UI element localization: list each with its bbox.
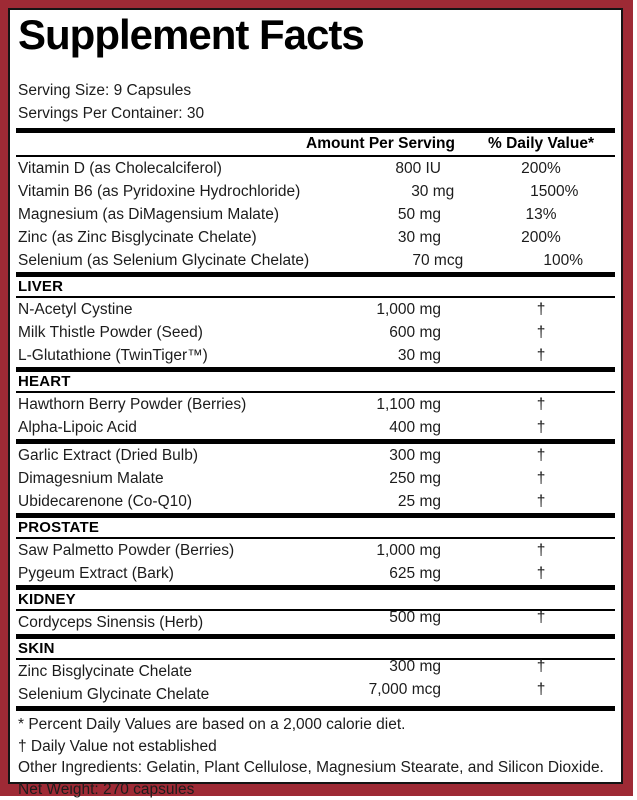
ingredient-daily-value: † xyxy=(467,396,615,414)
ingredient-name: Pygeum Extract (Bark) xyxy=(16,565,287,583)
ingredient-amount: 625 mg xyxy=(287,565,467,583)
ingredient-name: Dimagesnium Malate xyxy=(16,470,287,488)
column-header-daily-value: % Daily Value* xyxy=(467,135,615,153)
supplement-facts-panel xyxy=(8,8,623,784)
footnote-daily-values: * Percent Daily Values are based on a 2,000 calorie diet. xyxy=(18,714,615,736)
ingredient-daily-value: † xyxy=(467,419,615,437)
ingredient-name: Ubidecarenone (Co-Q10) xyxy=(16,493,287,511)
ingredient-row xyxy=(16,393,615,416)
ingredient-name: Hawthorn Berry Powder (Berries) xyxy=(16,396,287,414)
section-liver xyxy=(16,272,615,367)
ingredient-daily-value: † xyxy=(467,681,615,699)
label-title: Supplement Facts xyxy=(18,12,615,58)
ingredient-amount: 25 mg xyxy=(287,493,467,511)
column-header-amount: Amount Per Serving xyxy=(287,135,467,153)
ingredient-amount: 400 mg xyxy=(287,419,467,437)
ingredient-row xyxy=(16,416,615,439)
ingredient-amount: 1,000 mg xyxy=(287,301,467,319)
ingredient-daily-value: 13% xyxy=(467,206,615,224)
ingredient-daily-value: † xyxy=(467,542,615,560)
ingredient-daily-value: † xyxy=(467,609,615,627)
ingredient-row xyxy=(16,444,615,467)
ingredient-name: Zinc (as Zinc Bisglycinate Chelate) xyxy=(16,229,287,247)
ingredient-name: Milk Thistle Powder (Seed) xyxy=(16,324,287,342)
ingredient-row xyxy=(16,683,615,706)
ingredient-row xyxy=(16,180,615,203)
ingredient-amount: 250 mg xyxy=(287,470,467,488)
ingredient-row xyxy=(16,611,615,634)
section-header: KIDNEY xyxy=(16,590,615,611)
ingredient-amount: 1,000 mg xyxy=(287,542,467,560)
ingredient-row xyxy=(16,539,615,562)
ingredient-row xyxy=(16,562,615,585)
ingredient-name: Cordyceps Sinensis (Herb) xyxy=(16,614,287,632)
ingredient-daily-value: 200% xyxy=(467,160,615,178)
ingredient-daily-value: † xyxy=(467,470,615,488)
section-skin xyxy=(16,634,615,706)
ingredient-daily-value: † xyxy=(467,347,615,365)
ingredient-daily-value: † xyxy=(467,301,615,319)
ingredient-row xyxy=(16,321,615,344)
ingredient-daily-value: 200% xyxy=(467,229,615,247)
section-header: LIVER xyxy=(16,277,615,298)
ingredient-amount: 7,000 mcg xyxy=(287,681,467,699)
ingredient-amount: 800 IU xyxy=(287,160,467,178)
ingredient-row xyxy=(16,226,615,249)
ingredient-name: Selenium (as Selenium Glycinate Chelate) xyxy=(16,252,309,270)
section-heart xyxy=(16,367,615,439)
ingredient-row xyxy=(16,298,615,321)
ingredient-name: Selenium Glycinate Chelate xyxy=(16,686,287,704)
ingredient-daily-value: 100% xyxy=(489,252,637,270)
section-group xyxy=(16,157,615,272)
ingredient-row xyxy=(16,203,615,226)
ingredient-row xyxy=(16,490,615,513)
ingredient-row xyxy=(16,157,615,180)
ingredient-name: L-Glutathione (TwinTiger™) xyxy=(16,347,287,365)
ingredient-row xyxy=(16,344,615,367)
ingredient-name: N-Acetyl Cystine xyxy=(16,301,287,319)
ingredient-name: Zinc Bisglycinate Chelate xyxy=(16,663,287,681)
section-header: HEART xyxy=(16,372,615,393)
footnote-other-ingredients: Other Ingredients: Gelatin, Plant Cellulose, Magnesium Stearate, and Silicon Dioxide. xyxy=(18,757,615,779)
servings-per-container: Servings Per Container: 30 xyxy=(18,103,615,124)
column-header-row xyxy=(16,133,615,157)
ingredient-row xyxy=(16,467,615,490)
ingredient-name: Saw Palmetto Powder (Berries) xyxy=(16,542,287,560)
ingredient-daily-value: † xyxy=(467,447,615,465)
ingredient-amount: 30 mg xyxy=(287,229,467,247)
ingredient-amount: 30 mg xyxy=(300,183,480,201)
section-header: SKIN xyxy=(16,639,615,660)
ingredient-amount: 70 mcg xyxy=(309,252,489,270)
footnote-net-weight: Net Weight: 270 capsules xyxy=(18,779,615,800)
ingredient-name: Magnesium (as DiMagensium Malate) xyxy=(16,206,287,224)
ingredient-amount: 300 mg xyxy=(287,447,467,465)
ingredient-daily-value: † xyxy=(467,324,615,342)
serving-size: Serving Size: 9 Capsules xyxy=(18,80,615,101)
ingredient-name: Garlic Extract (Dried Bulb) xyxy=(16,447,287,465)
ingredient-amount: 600 mg xyxy=(287,324,467,342)
section-group xyxy=(16,439,615,513)
footnote-dagger: † Daily Value not established xyxy=(18,736,615,758)
section-header: PROSTATE xyxy=(16,518,615,539)
section-kidney xyxy=(16,585,615,634)
ingredient-daily-value: † xyxy=(467,493,615,511)
ingredient-name: Vitamin D (as Cholecalciferol) xyxy=(16,160,287,178)
ingredient-amount: 30 mg xyxy=(287,347,467,365)
ingredient-row xyxy=(16,249,615,272)
ingredient-amount: 1,100 mg xyxy=(287,396,467,414)
footnotes xyxy=(16,706,615,800)
ingredient-daily-value: † xyxy=(467,658,615,676)
ingredient-daily-value: 1500% xyxy=(480,183,628,201)
ingredient-amount: 300 mg xyxy=(287,658,467,676)
ingredient-amount: 50 mg xyxy=(287,206,467,224)
ingredient-name: Alpha-Lipoic Acid xyxy=(16,419,287,437)
ingredient-name: Vitamin B6 (as Pyridoxine Hydrochloride) xyxy=(16,183,300,201)
ingredient-table xyxy=(16,157,615,706)
ingredient-amount: 500 mg xyxy=(287,609,467,627)
ingredient-daily-value: † xyxy=(467,565,615,583)
section-prostate xyxy=(16,513,615,585)
